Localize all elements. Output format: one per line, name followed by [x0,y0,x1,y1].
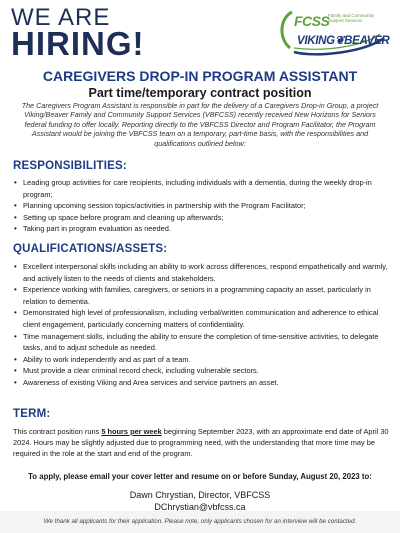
contact-name: Dawn Chrystian, Director, VBFCSS [129,490,271,500]
header [0,0,400,64]
responsibilities-list [13,177,391,235]
intro-paragraph: The Caregivers Program Assistant is responsible in part for the delivery of a Caregivers Drop-in Group, a project Viking/Beaver Family and Community Support Services (VBFCSS) recently received New Horizons for Seniors federal funding to offer locally. Reporting directly to the VBFCSS Director and Program Facilitator, the Program Assistant would be joining the VBFCSS team on a temporary, part-time basis, with the responsibilities and qualifications outlined below: [21,101,379,148]
list-item: • Leading group activities for care recipients, including individuals with a dementia, during the weekly drop-in program; [13,177,391,200]
logo-name-text: VIKING❦BEAVER [297,35,390,47]
qualifications-heading: QUALIFICATIONS/ASSETS: [13,243,168,255]
list-item: • Demonstrated high level of professionalism, including verbal/written communication and adherence to ethical client engagement, particularly concerning matters of confidentiality. [13,307,391,330]
job-title: CAREGIVERS DROP-IN PROGRAM ASSISTANT [42,68,358,84]
job-subtitle: Part time/temporary contract position [88,86,312,100]
list-item: • Experience working with families, caregivers, or seniors in a programming capacity an asset, particularly in relation to dementia. [13,284,391,307]
list-item: • Planning upcoming session topics/activities in partnership with the Program Facilitator; [13,200,391,212]
contact-block [0,490,400,513]
vbfcss-logo [276,8,388,56]
list-item: • Time management skills, including the ability to ensure the completion of time-sensitive activities, to delegate tasks, and to adjust schedule as needed. [13,331,391,354]
contact-email: DChrystian@vbfcss.ca [154,501,246,512]
list-item: • Awareness of existing Viking and Area services and service partners an asset. [13,377,391,389]
thanks-note: We thank all applicants for their application. Please note, only applicants chosen for an interview will be contacted. [43,518,357,525]
hiring-text: HIRING! [11,25,145,62]
term-heading: TERM: [13,408,51,420]
term-text-end: beginning September 2023, with an approximate end date of April 30 2024. Hours may be slightly adjusted due to programming need, with the understanding that more time may be required in the role at the start and end of the program. [13,427,389,459]
logo-fcss-text: FCSS [294,13,330,29]
term-hours-emphasis: 5 hours per week [101,427,162,436]
list-item: • Must provide a clear criminal record check, including vulnerable sectors. [13,365,391,377]
qualifications-list [13,261,391,389]
list-item: • Excellent interpersonal skills including an ability to work across differences, respond empathetically and warmly, and actively listen to the needs of clients and stakeholders. [13,261,391,284]
apply-instructions: To apply, please email your cover letter and resume on or before Sunday, August 20, 2023 to: [28,472,372,481]
we-are-text: WE ARE [11,4,111,31]
list-item: • Setting up space before program and cleaning up afterwards; [13,212,391,224]
term-paragraph [13,426,391,460]
term-text-start: This contract position runs [13,427,102,436]
responsibilities-heading: RESPONSIBILITIES: [13,160,127,172]
list-item: • Taking part in program evaluation as needed. [13,223,391,235]
list-item: • Ability to work independently and as part of a team. [13,354,391,366]
logo-fcss-subtext: Family and Community Support Services [328,13,375,23]
